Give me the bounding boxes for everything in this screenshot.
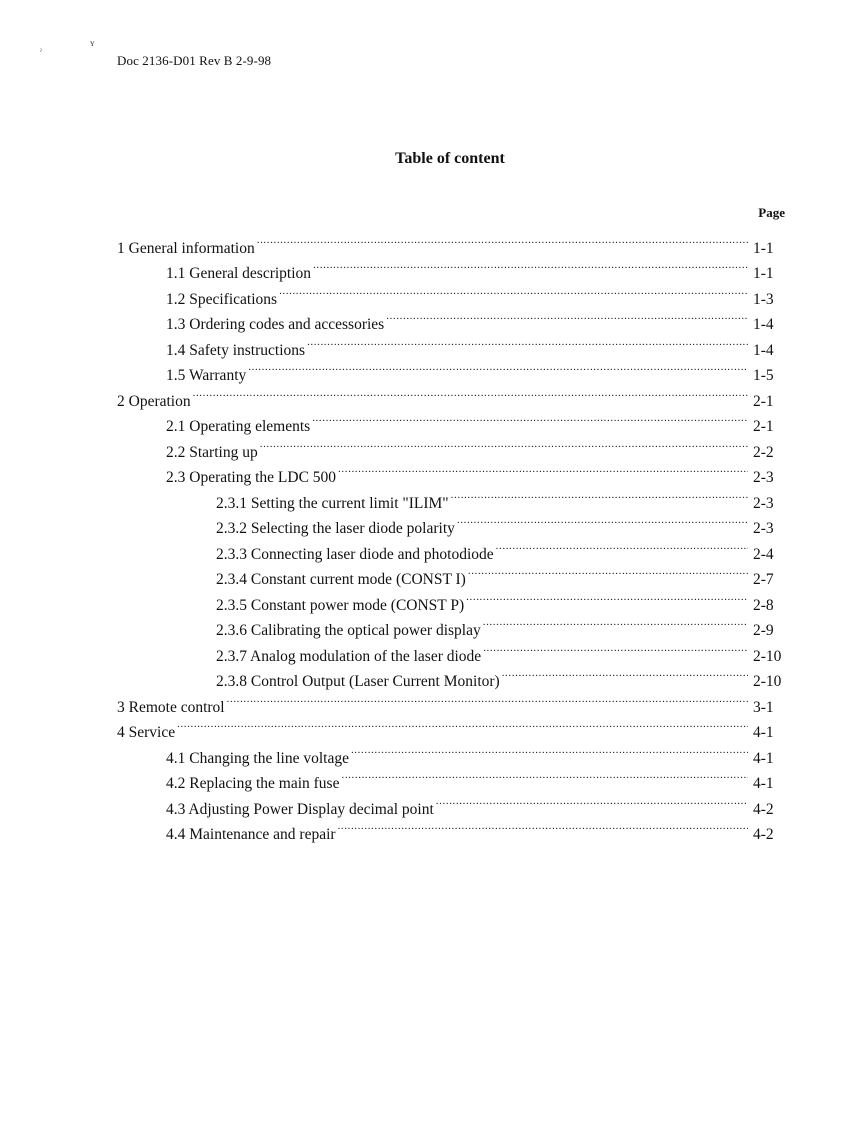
toc-entry-page: 1-4	[753, 341, 774, 359]
toc-entry-label: 2.3.5 Constant power mode (CONST P)	[216, 596, 465, 614]
dot-leader	[457, 508, 748, 534]
dot-leader	[338, 814, 748, 840]
toc-entry-label: 1.5 Warranty	[166, 367, 247, 384]
toc-entry-label: 2.3.4 Constant current mode (CONST I)	[216, 571, 466, 588]
toc-entry	[0, 686, 868, 716]
dot-leader	[502, 661, 748, 687]
toc-entry-label: 2.1 Operating elements	[166, 418, 311, 435]
scan-mark: ʏ	[90, 38, 95, 48]
toc-entry	[0, 788, 868, 818]
dot-leader	[466, 584, 748, 610]
toc-entry	[0, 559, 868, 588]
toc-entry-page: 2-10	[753, 673, 782, 690]
toc-entry-page: 2-4	[753, 545, 774, 563]
toc-entry-page: 4-1	[753, 775, 774, 792]
toc-entry-page: 2-3	[753, 494, 774, 512]
toc-entry-page: 2-10	[753, 647, 782, 665]
toc-entry-page: 2-3	[753, 469, 774, 486]
dot-leader	[483, 635, 748, 661]
toc-entry	[0, 253, 868, 282]
toc-entry-label: 2.3.7 Analog modulation of the laser diode	[216, 647, 482, 665]
toc-entry	[0, 712, 868, 741]
toc-entry	[0, 661, 868, 690]
toc-entry	[0, 457, 868, 486]
toc-entry-label: 2.3.1 Setting the current limit "ILIM"	[216, 494, 449, 512]
toc-entry-page: 2-7	[753, 571, 774, 588]
toc-entry-label: 4.1 Changing the line voltage	[166, 749, 349, 767]
toc-entry-label: 2.3.6 Calibrating the optical power display	[216, 622, 481, 639]
dot-leader	[338, 457, 748, 483]
toc-entry	[0, 329, 868, 359]
toc-entry	[0, 304, 868, 333]
toc-entry-page: 2-8	[753, 596, 774, 614]
dot-leader	[257, 227, 748, 253]
toc-entry-label: 1 General information	[117, 239, 255, 257]
toc-entry	[0, 610, 868, 639]
toc-entry	[0, 814, 868, 843]
toc-entry	[0, 763, 868, 792]
toc-entry-page: 2-2	[753, 443, 774, 461]
dot-leader	[436, 788, 748, 814]
dot-leader	[193, 380, 748, 406]
toc-entry-label: 4.3 Adjusting Power Display decimal point	[166, 800, 434, 818]
table-of-contents	[0, 227, 868, 843]
dot-leader	[496, 533, 748, 559]
toc-entry-label: 2.3.8 Control Output (Laser Current Monitor)	[216, 673, 500, 690]
toc-entry-page: 1-1	[753, 239, 774, 257]
dot-leader	[279, 278, 748, 304]
toc-entry-page: 4-2	[753, 800, 774, 818]
toc-entry-page: 1-5	[753, 367, 774, 384]
dot-leader	[307, 329, 748, 355]
toc-entry-page: 2-9	[753, 622, 774, 639]
toc-entry	[0, 431, 868, 461]
toc-entry-label: 2.3.3 Connecting laser diode and photodiode	[216, 545, 494, 563]
scan-mark: ˀ	[40, 48, 42, 56]
toc-entry-page: 2-1	[753, 392, 774, 410]
toc-entry-page: 1-1	[753, 265, 774, 282]
dot-leader	[386, 304, 748, 330]
dot-leader	[177, 712, 748, 738]
toc-entry	[0, 508, 868, 537]
toc-entry-label: 4 Service	[117, 724, 176, 741]
toc-entry-page: 3-1	[753, 698, 774, 716]
toc-entry-page: 4-1	[753, 749, 774, 767]
toc-entry	[0, 278, 868, 308]
toc-entry-page: 4-1	[753, 724, 774, 741]
dot-leader	[227, 686, 748, 712]
toc-entry	[0, 380, 868, 410]
toc-entry-label: 4.2 Replacing the main fuse	[166, 775, 340, 792]
toc-entry-label: 1.4 Safety instructions	[166, 341, 306, 359]
dot-leader	[451, 482, 748, 508]
page-column-label: Page	[758, 205, 785, 220]
toc-entry-label: 2.2 Starting up	[166, 443, 258, 461]
toc-entry	[0, 482, 868, 512]
dot-leader	[341, 763, 748, 789]
toc-entry	[0, 355, 868, 384]
toc-entry-page: 1-4	[753, 316, 774, 333]
toc-entry-label: 1.1 General description	[166, 265, 312, 282]
document-id: Doc 2136-D01 Rev B 2-9-98	[117, 53, 272, 68]
toc-entry-label: 3 Remote control	[117, 698, 225, 716]
dot-leader	[313, 253, 748, 279]
toc-entry	[0, 737, 868, 767]
page-title: Table of content	[395, 150, 505, 167]
dot-leader	[248, 355, 748, 381]
dot-leader	[483, 610, 748, 636]
toc-entry	[0, 227, 868, 257]
toc-entry-label: 2.3.2 Selecting the laser diode polarity	[216, 520, 455, 537]
dot-leader	[312, 406, 748, 432]
toc-entry-label: 1.2 Specifications	[166, 290, 278, 308]
toc-entry-page: 4-2	[753, 826, 774, 843]
toc-entry-page: 2-3	[753, 520, 774, 537]
toc-entry	[0, 635, 868, 665]
toc-entry	[0, 406, 868, 435]
dot-leader	[468, 559, 748, 585]
toc-entry-page: 1-3	[753, 290, 774, 308]
toc-entry-label: 1.3 Ordering codes and accessories	[166, 316, 385, 333]
toc-entry	[0, 584, 868, 614]
toc-entry	[0, 533, 868, 563]
toc-entry-label: 2 Operation	[117, 392, 191, 410]
toc-entry-page: 2-1	[753, 418, 774, 435]
toc-entry-label: 2.3 Operating the LDC 500	[166, 469, 337, 486]
dot-leader	[351, 737, 748, 763]
toc-entry-label: 4.4 Maintenance and repair	[166, 826, 336, 843]
dot-leader	[260, 431, 748, 457]
